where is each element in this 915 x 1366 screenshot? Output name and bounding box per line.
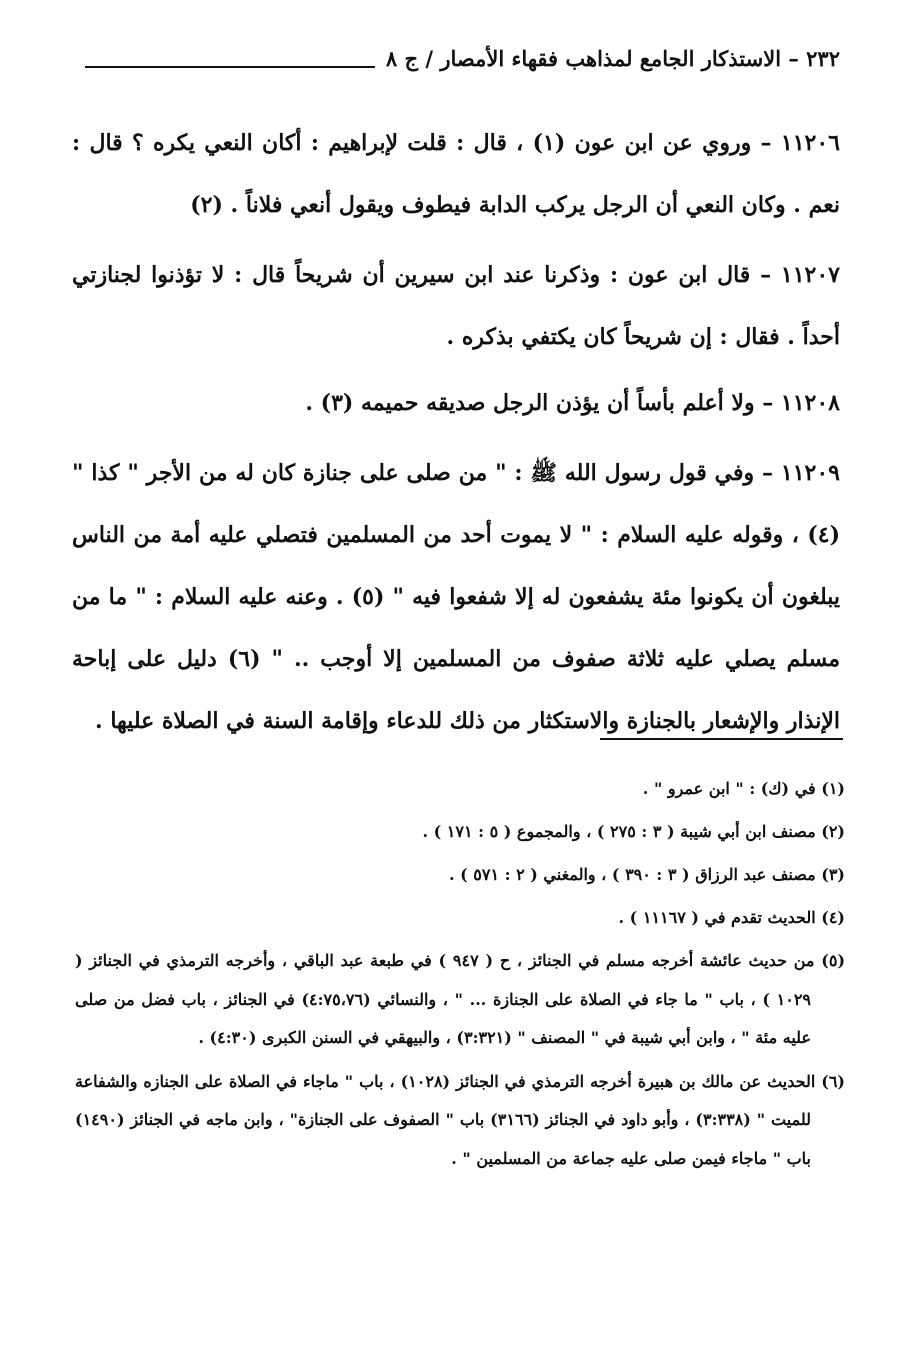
footnote-1: (١) في (ك) : " ابن عمرو " .: [642, 779, 845, 798]
main-text: [72, 112, 840, 760]
footnote-4: (٤) الحديث تقدم في ( ١١١٦٧ ) .: [618, 908, 845, 927]
running-header: [85, 46, 840, 86]
paragraph-11206: ١١٢٠٦ – وروي عن ابن عون (١) ، قال : قلت لإبراهيم : أكان النعي يكره ؟ قال : نعم . وكان النعي أن الرجل يركب الدابة فيطوف ويقول أنعي فلاناً . (٢): [72, 130, 840, 218]
footnote-3: (٣) مصنف عبد الرزاق ( ٣ : ٣٩٠ ) ، والمغني ( ٢ : ٥٧١ ) .: [449, 865, 845, 884]
footnotes: [75, 770, 845, 1183]
footnote-5: (٥) من حديث عائشة أخرجه مسلم في الجنائز ، ح ( ٩٤٧ ) في طبعة عبد الباقي ، وأخرجه الترمذي في الجنائز ( ١٠٢٩ ) ، باب " ما جاء في الصلاة على الجنازة ... " ، والنسائي (٤:٧٥،٧٦) في الجنائز ، باب فضل من صلى عليه مئة " ، وابن أبي شيبة في " المصنف " (٣:٣٢١) ، والبيهقي في السنن الكبرى (٤:٣٠) .: [75, 951, 846, 1047]
paragraph-11209: ١١٢٠٩ – وفي قول رسول الله ﷺ : " من صلى على جنازة كان له من الأجر " كذا " (٤) ، وقوله عليه السلام : " لا يموت أحد من المسلمين فتصلي عليه أمة من الناس يبلغون أن يكونوا مئة يشفعون له إلا شفعوا فيه " (٥) . وعنه عليه السلام : " ما من مسلم يصلي عليه ثلاثة صفوف من المسلمين إلا أوجب .. " (٦) دليل على إباحة الإنذار والإشعار بالجنازة والاستكثار من ذلك للدعاء وإقامة السنة في الصلاة عليها .: [72, 460, 840, 734]
footnote-separator: [600, 738, 843, 740]
footnote-2: (٢) مصنف ابن أبي شيبة ( ٣ : ٢٧٥ ) ، والمجموع ( ٥ : ١٧١ ) .: [422, 822, 845, 841]
footnote-6: (٦) الحديث عن مالك بن هبيرة أخرجه الترمذي في الجنائز (١٠٢٨) ، باب " ماجاء في الصلاة على الجنازه والشفاعة للميت " (٣:٣٣٨) ، وأبو داود في الجنائز (٣١٦٦) باب " الصفوف على الجنازة" ، وابن ماجه في الجنائز (١٤٩٠) باب " ماجاء فيمن صلى عليه جماعة من المسلمين " .: [75, 1071, 845, 1168]
header-title: ٢٣٢ – الاستذكار الجامع لمذاهب فقهاء الأمصار / ج ٨: [385, 46, 840, 71]
header-rule: [85, 66, 375, 68]
paragraph-11208: ١١٢٠٨ – ولا أعلم بأساً أن يؤذن الرجل صديقه حميمه (٣) .: [305, 390, 840, 416]
paragraph-11207: ١١٢٠٧ – قال ابن عون : وذكرنا عند ابن سيرين أن شريحاً قال : لا تؤذنوا لجنازتي أحداً . فقال : إن شريحاً كان يكتفي بذكره .: [72, 262, 840, 350]
